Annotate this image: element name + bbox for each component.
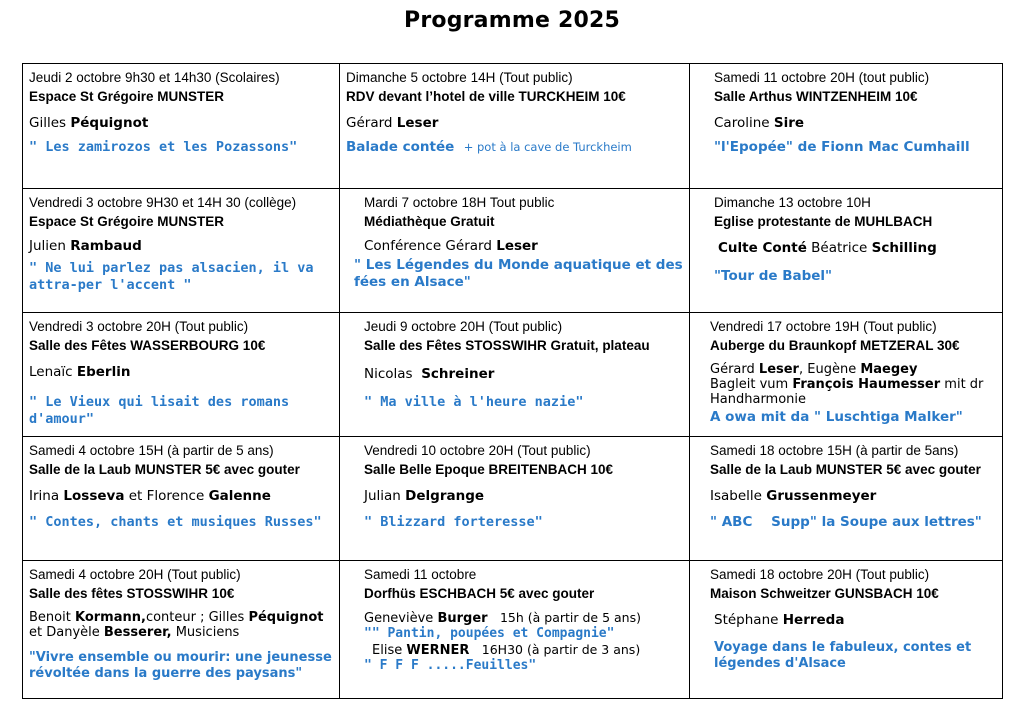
event-cell <box>340 313 690 437</box>
performer-first: Caroline <box>714 115 770 131</box>
table-row <box>23 313 1003 437</box>
event-cell <box>690 64 1003 189</box>
event-venue: Eglise protestante de MUHLBACH <box>714 214 933 229</box>
event-venue: Salle des Fêtes WASSERBOURG 10€ <box>29 338 266 353</box>
event-venue: Salle Arthus WINTZENHEIM 10€ <box>714 89 918 104</box>
performer-last: Delgrange <box>405 488 485 504</box>
performer-last: Galenne <box>208 488 271 504</box>
performer-last: Losseva <box>63 488 125 504</box>
event-cell <box>23 561 340 699</box>
event-show-title <box>346 139 683 156</box>
event-cell <box>23 313 340 437</box>
show-title: Balade contée <box>346 139 455 155</box>
table-row <box>23 64 1003 189</box>
event-show-title: A owa mit da " Luschtiga Malker" <box>710 409 963 425</box>
event-show-title: "Vivre ensemble ou mourir: une jeunesse révoltée dans la guerre des paysans" <box>29 650 332 681</box>
event-cell <box>340 189 690 313</box>
event-session-b <box>346 642 683 658</box>
event-accompaniment <box>696 377 996 392</box>
performer-last: Leser <box>758 362 799 377</box>
performer-first: Elise <box>372 643 403 658</box>
event-venue: Espace St Grégoire MUNSTER <box>29 214 225 229</box>
event-venue: Salle de la Laub MUNSTER 5€ avec gouter <box>710 462 981 477</box>
performer-first: Julian <box>364 488 401 504</box>
event-cell <box>23 64 340 189</box>
event-performer <box>29 364 333 380</box>
event-cell <box>340 561 690 699</box>
event-date: Samedi 18 octobre 20H (Tout public) <box>710 567 930 582</box>
performer-last: Leser <box>496 238 538 254</box>
event-show-title: " Ne lui parlez pas alsacien, il va attra-per l'accent " <box>29 260 314 293</box>
event-cell <box>340 437 690 561</box>
event-performer <box>696 240 996 256</box>
event-performer <box>346 238 683 254</box>
event-venue: Auberge du Braunkopf METZERAL 30€ <box>710 338 960 353</box>
event-date: Vendredi 17 octobre 19H (Tout public) <box>710 319 937 334</box>
event-venue: Salle des Fêtes STOSSWIHR Gratuit, plateau <box>364 338 650 353</box>
event-venue: Médiathèque Gratuit <box>364 214 495 229</box>
event-performers: Gérard Leser, Eugène Maegey <box>710 362 918 377</box>
performer-last: WERNER <box>406 643 470 658</box>
event-performer <box>696 488 996 504</box>
event-venue: RDV devant l’hotel de ville TURCKHEIM 10€ <box>346 89 626 104</box>
event-show-title: " ABC Supp" la Soupe aux lettres" <box>710 514 982 530</box>
event-date: Dimanche 5 octobre 14H (Tout public) <box>346 70 573 85</box>
event-performers <box>29 610 333 625</box>
event-performer <box>29 115 333 131</box>
performer-last: Herreda <box>782 612 845 628</box>
event-performer <box>29 238 333 254</box>
performer-prefix: Culte Conté <box>718 240 807 256</box>
event-date: Samedi 4 octobre 15H (à partir de 5 ans) <box>29 443 274 458</box>
event-show-title: "Tour de Babel" <box>714 268 833 284</box>
event-date: Dimanche 13 octobre 10H <box>714 195 871 210</box>
session-time: 15h (à partir de 5 ans) <box>499 610 641 625</box>
performer-first: Gérard <box>346 115 393 131</box>
event-performers <box>29 488 333 504</box>
performer-last: Leser <box>396 115 439 131</box>
performer-last: Grussenmeyer <box>766 488 877 504</box>
musician-prefix: et Danyèle <box>29 625 100 640</box>
event-cell <box>23 189 340 313</box>
performer-first: Stéphane <box>714 612 779 628</box>
event-date: Vendredi 3 octobre 9H30 et 14H 30 (collège) <box>29 195 297 210</box>
performer-first: Gilles <box>29 115 67 131</box>
event-date: Vendredi 3 octobre 20H (Tout public) <box>29 319 249 334</box>
event-venue: Dorfhüs ESCHBACH 5€ avec gouter <box>364 586 595 601</box>
event-show-title: " Les zamirozos et les Pozassons" <box>29 139 298 155</box>
programme-table <box>22 63 1003 699</box>
event-cell <box>690 437 1003 561</box>
performer-first: Irina <box>29 488 60 504</box>
event-performer <box>696 612 996 628</box>
performer-last: Kormann, <box>74 610 146 625</box>
event-date: Jeudi 9 octobre 20H (Tout public) <box>364 319 563 334</box>
event-date: Jeudi 2 octobre 9h30 et 14h30 (Scolaires) <box>29 70 280 85</box>
performer-first: Nicolas <box>364 366 413 382</box>
musician-name: François Haumesser <box>792 377 941 392</box>
event-venue: Maison Schweitzer GUNSBACH 10€ <box>710 586 939 601</box>
performer-first: Béatrice <box>811 240 868 256</box>
event-date: Vendredi 10 octobre 20H (Tout public) <box>364 443 591 458</box>
event-date: Samedi 11 octobre <box>364 567 477 582</box>
event-show-title: "" Pantin, poupées et Compagnie" <box>364 626 615 641</box>
event-performer <box>696 115 996 131</box>
event-session-a <box>346 610 683 626</box>
event-show-title: "l'Epopée" de Fionn Mac Cumhaill <box>714 139 970 155</box>
performer-first: Lenaïc <box>29 364 73 380</box>
performer-role: conteur ; Gilles <box>145 610 245 625</box>
event-venue: Salle Belle Epoque BREITENBACH 10€ <box>364 462 614 477</box>
performer-last: Sire <box>773 115 805 131</box>
event-show-title: Voyage dans le fabuleux, contes et légendes d'Alsace <box>714 640 972 671</box>
performer-first: Gérard <box>710 362 755 377</box>
musician-role: Musiciens <box>175 625 240 640</box>
accompaniment-suffix: mit dr <box>944 377 984 392</box>
event-show-title: " Contes, chants et musiques Russes" <box>29 514 322 530</box>
performer-first: Benoit <box>29 610 71 625</box>
event-date: Samedi 4 octobre 20H (Tout public) <box>29 567 241 582</box>
performer-first: Isabelle <box>710 488 762 504</box>
table-row <box>23 437 1003 561</box>
session-time: 16H30 (à partir de 3 ans) <box>481 642 641 657</box>
event-date: Samedi 11 octobre 20H (tout public) <box>714 70 930 85</box>
event-performer <box>346 115 683 131</box>
event-cell <box>690 313 1003 437</box>
page-title: Programme 2025 <box>404 8 620 33</box>
event-cell <box>340 64 690 189</box>
performer-first: Geneviève <box>364 611 434 626</box>
musician-name: Besserer, <box>103 625 172 640</box>
event-cell <box>690 561 1003 699</box>
performer-first: Julien <box>29 238 66 254</box>
performer-last: Rambaud <box>70 238 142 254</box>
performer-last: Maegey <box>860 362 918 377</box>
show-extra: + pot à la cave de Turckheim <box>463 140 632 154</box>
event-venue: Salle des fêtes STOSSWIHR 10€ <box>29 586 235 601</box>
event-performer <box>346 488 683 504</box>
event-musicians <box>29 625 333 640</box>
event-show-title: " Le Vieux qui lisait des romans d'amour" <box>29 394 290 427</box>
event-show-title: " Ma ville à l'heure nazie" <box>364 394 584 410</box>
table-row <box>23 189 1003 313</box>
table-row <box>23 561 1003 699</box>
accompaniment-prefix: Bagleit vum <box>710 377 789 392</box>
event-show-title: " F F F .....Feuilles" <box>364 658 537 673</box>
event-cell <box>23 437 340 561</box>
performer-last: Péquignot <box>248 610 324 625</box>
conjunction: et <box>128 488 143 504</box>
performer-first: Florence <box>146 488 205 504</box>
performer-last: Eberlin <box>76 364 131 380</box>
event-show-title: " Les Légendes du Monde aquatique et des fées en Alsace" <box>354 257 683 290</box>
event-performer <box>346 366 683 382</box>
performer-last: Burger <box>437 611 488 626</box>
performer-last: Schreiner <box>421 366 495 382</box>
event-date: Samedi 18 octobre 15H (à partir de 5ans) <box>710 443 959 458</box>
event-show-title: " Blizzard forteresse" <box>364 514 543 530</box>
event-cell <box>690 189 1003 313</box>
performer-first: Eugène <box>807 362 857 377</box>
event-instrument: Handharmonie <box>710 392 807 407</box>
event-date: Mardi 7 octobre 18H Tout public <box>364 195 555 210</box>
performer-last: Schilling <box>871 240 937 256</box>
event-venue: Salle de la Laub MUNSTER 5€ avec gouter <box>29 462 300 477</box>
performer-last: Péquignot <box>70 115 149 131</box>
event-venue: Espace St Grégoire MUNSTER <box>29 89 225 104</box>
performer-first: Conférence Gérard <box>364 238 492 254</box>
